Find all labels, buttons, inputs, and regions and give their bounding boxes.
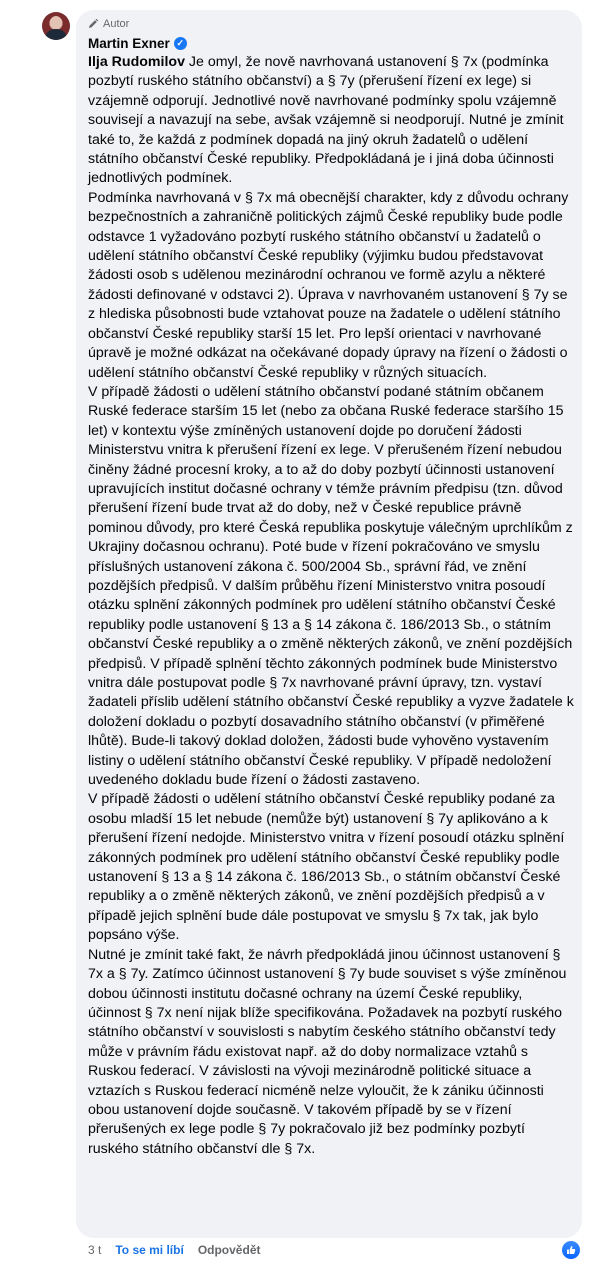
comment-actions: [88, 1243, 260, 1257]
comment-paragraph: V případě žádosti o udělení státního občanství podané státním občanem Ruské federace starším 15 let (nebo za občana Ruské federace staršího 15 let) v kontextu výše zmíněných ustanovení dojde po doručení žádosti Ministerstvu vnitra k přerušení řízení ex lege. V přerušeném řízení nebudou činěny žádné procesní kroky, a to až do doby pozbytí účinnosti ustanovení upravujících institut dočasné ochrany v témže právním předpisu (tzn. důvod přerušení řízení bude trvat až do doby, než v České republice právně pominou důvody, pro které Česká republika poskytuje válečným uprchlíkům z Ukrajiny dočasnou ochranu). Poté bude v řízení pokračováno ve smyslu příslušných ustanovení zákona č. 500/2004 Sb., správní řád, ve znění pozdějších předpisů. V dalším průběhu řízení Ministerstvo vnitra posoudí otázku splnění zákonných podmínek pro udělení státního občanství České republiky podle ustanovení § 13 a § 14 zákona č. 186/2013 Sb., o státním občanství České republiky a o změně některých zákonů, ve znění pozdějších předpisů. V případě splnění těchto zákonných podmínek bude Ministerstvo vnitra dále postupovat podle § 7x navrhované právní úpravy, tzn. vystaví žadateli příslib udělení státního občanství České republiky a vyzve žadatele k doložení dokladu o pozbytí dosavadního státního občanství (v přiměřené lhůtě). Bude-li takový doklad doložen, žádosti bude vyhověno vystavením listiny o udělení státního občanství České republiky. V případě nedoložení uvedeného dokladu bude řízení o žádosti zastaveno.: [88, 383, 574, 789]
like-reaction-icon[interactable]: [562, 1241, 580, 1259]
comment-timestamp[interactable]: 3 t: [88, 1243, 102, 1257]
comment-paragraph: Podmínka navrhovaná v § 7x má obecnější charakter, kdy z důvodu ochrany bezpečnostních a zahraničně politických zájmů České republiky bude podle odstavce 1 vyžadováno pozbytí ruského státního občanství u žadatelů o udělení státního občanství České republiky (výjimku budou představovat žádosti osob s udělenou mezinárodní ochranou ve formě azylu a některé žádosti definované v odstavci 2). Úprava v navrhovaném ustanovení § 7y se z hlediska působnosti bude vztahovat pouze na žadatele o udělení státního občanství České republiky starší 15 let. Pro lepší orientaci v navrhované úpravě je možné odkázat na očekávané dopady úpravy na řízení o žádosti o udělení státního občanství České republiky v různých situacích.: [88, 189, 569, 381]
mention-link[interactable]: Ilja Rudomilov: [88, 54, 185, 70]
pencil-icon: [87, 18, 99, 30]
avatar-body: [45, 29, 67, 40]
like-button[interactable]: To se mi líbí: [115, 1243, 184, 1257]
verified-badge-icon: ✓: [174, 37, 187, 50]
comment-text: [88, 53, 574, 1159]
thumbs-up-icon: [566, 1245, 576, 1255]
comment-bubble: [76, 10, 582, 1238]
avatar-head: [50, 16, 62, 29]
author-name[interactable]: Martin Exner: [88, 35, 170, 51]
author-role-label: Autor: [103, 18, 130, 30]
author-role-badge: [87, 16, 570, 32]
comment-paragraph: V případě žádosti o udělení státního občanství České republiky podané za osobu mladší 15 let nebude (nemůže být) ustanovení § 7y aplikováno a k přerušení řízení nedojde. Ministerstvo vnitra v řízení posoudí otázku splnění zákonných podmínek pro udělení státního občanství České republiky podle ustanovení § 13 a § 14 zákona č. 186/2013 Sb., o státním občanství České republiky a o změně některých zákonů, ve znění pozdějších předpisů a v případě jejich splnění bude dále postupovat ve smyslu § 7x tak, jak bylo popsáno výše.: [88, 791, 565, 944]
comment-paragraph: Nutné je zmínit také fakt, že návrh předpokládá jinou účinnost ustanovení § 7x a § 7y. Zatímco účinnost ustanovení § 7y bude souviset s výše zmíněnou dobou účinnosti institutu dočasné ochrany na území České republiky, účinnost § 7x není nijak blíže specifikována. Požadavek na pozbytí ruského státního občanství v souvislosti s nabytím českého státního občanství tedy může v právním řádu existovat např. až do doby normalizace vztahů s Ruskou federací. V závislosti na vývoji mezinárodně politické situace a vztazích s Ruskou federací nicméně nelze vyloučit, že k zániku účinnosti obou ustanovení dojde současně. V takovém případě by se v řízení přerušených ex lege podle § 7y pokračovalo již bez podmínky pozbytí ruského státního občanství dle § 7x.: [88, 946, 567, 1157]
comment-paragraph: Ilja Rudomilov Je omyl, že nově navrhovaná ustanovení § 7x (podmínka pozbytí ruského státního občanství) a § 7y (přerušení řízení ex lege) si vzájemně odporují. Jednotlivé nově navrhované podmínky spolu vzájemně souvisejí a navazují na sebe, avšak vzájemně si neodporují. Nutné je zmínit také to, že každá z podmínek dopadá na jiný okruh žadatelů o udělení státního občanství České republiky. Předpokládaná je i jiná doba účinnosti jednotlivých podmínek.: [88, 54, 564, 187]
author-avatar[interactable]: [42, 12, 70, 40]
reply-button[interactable]: Odpovědět: [197, 1243, 261, 1257]
